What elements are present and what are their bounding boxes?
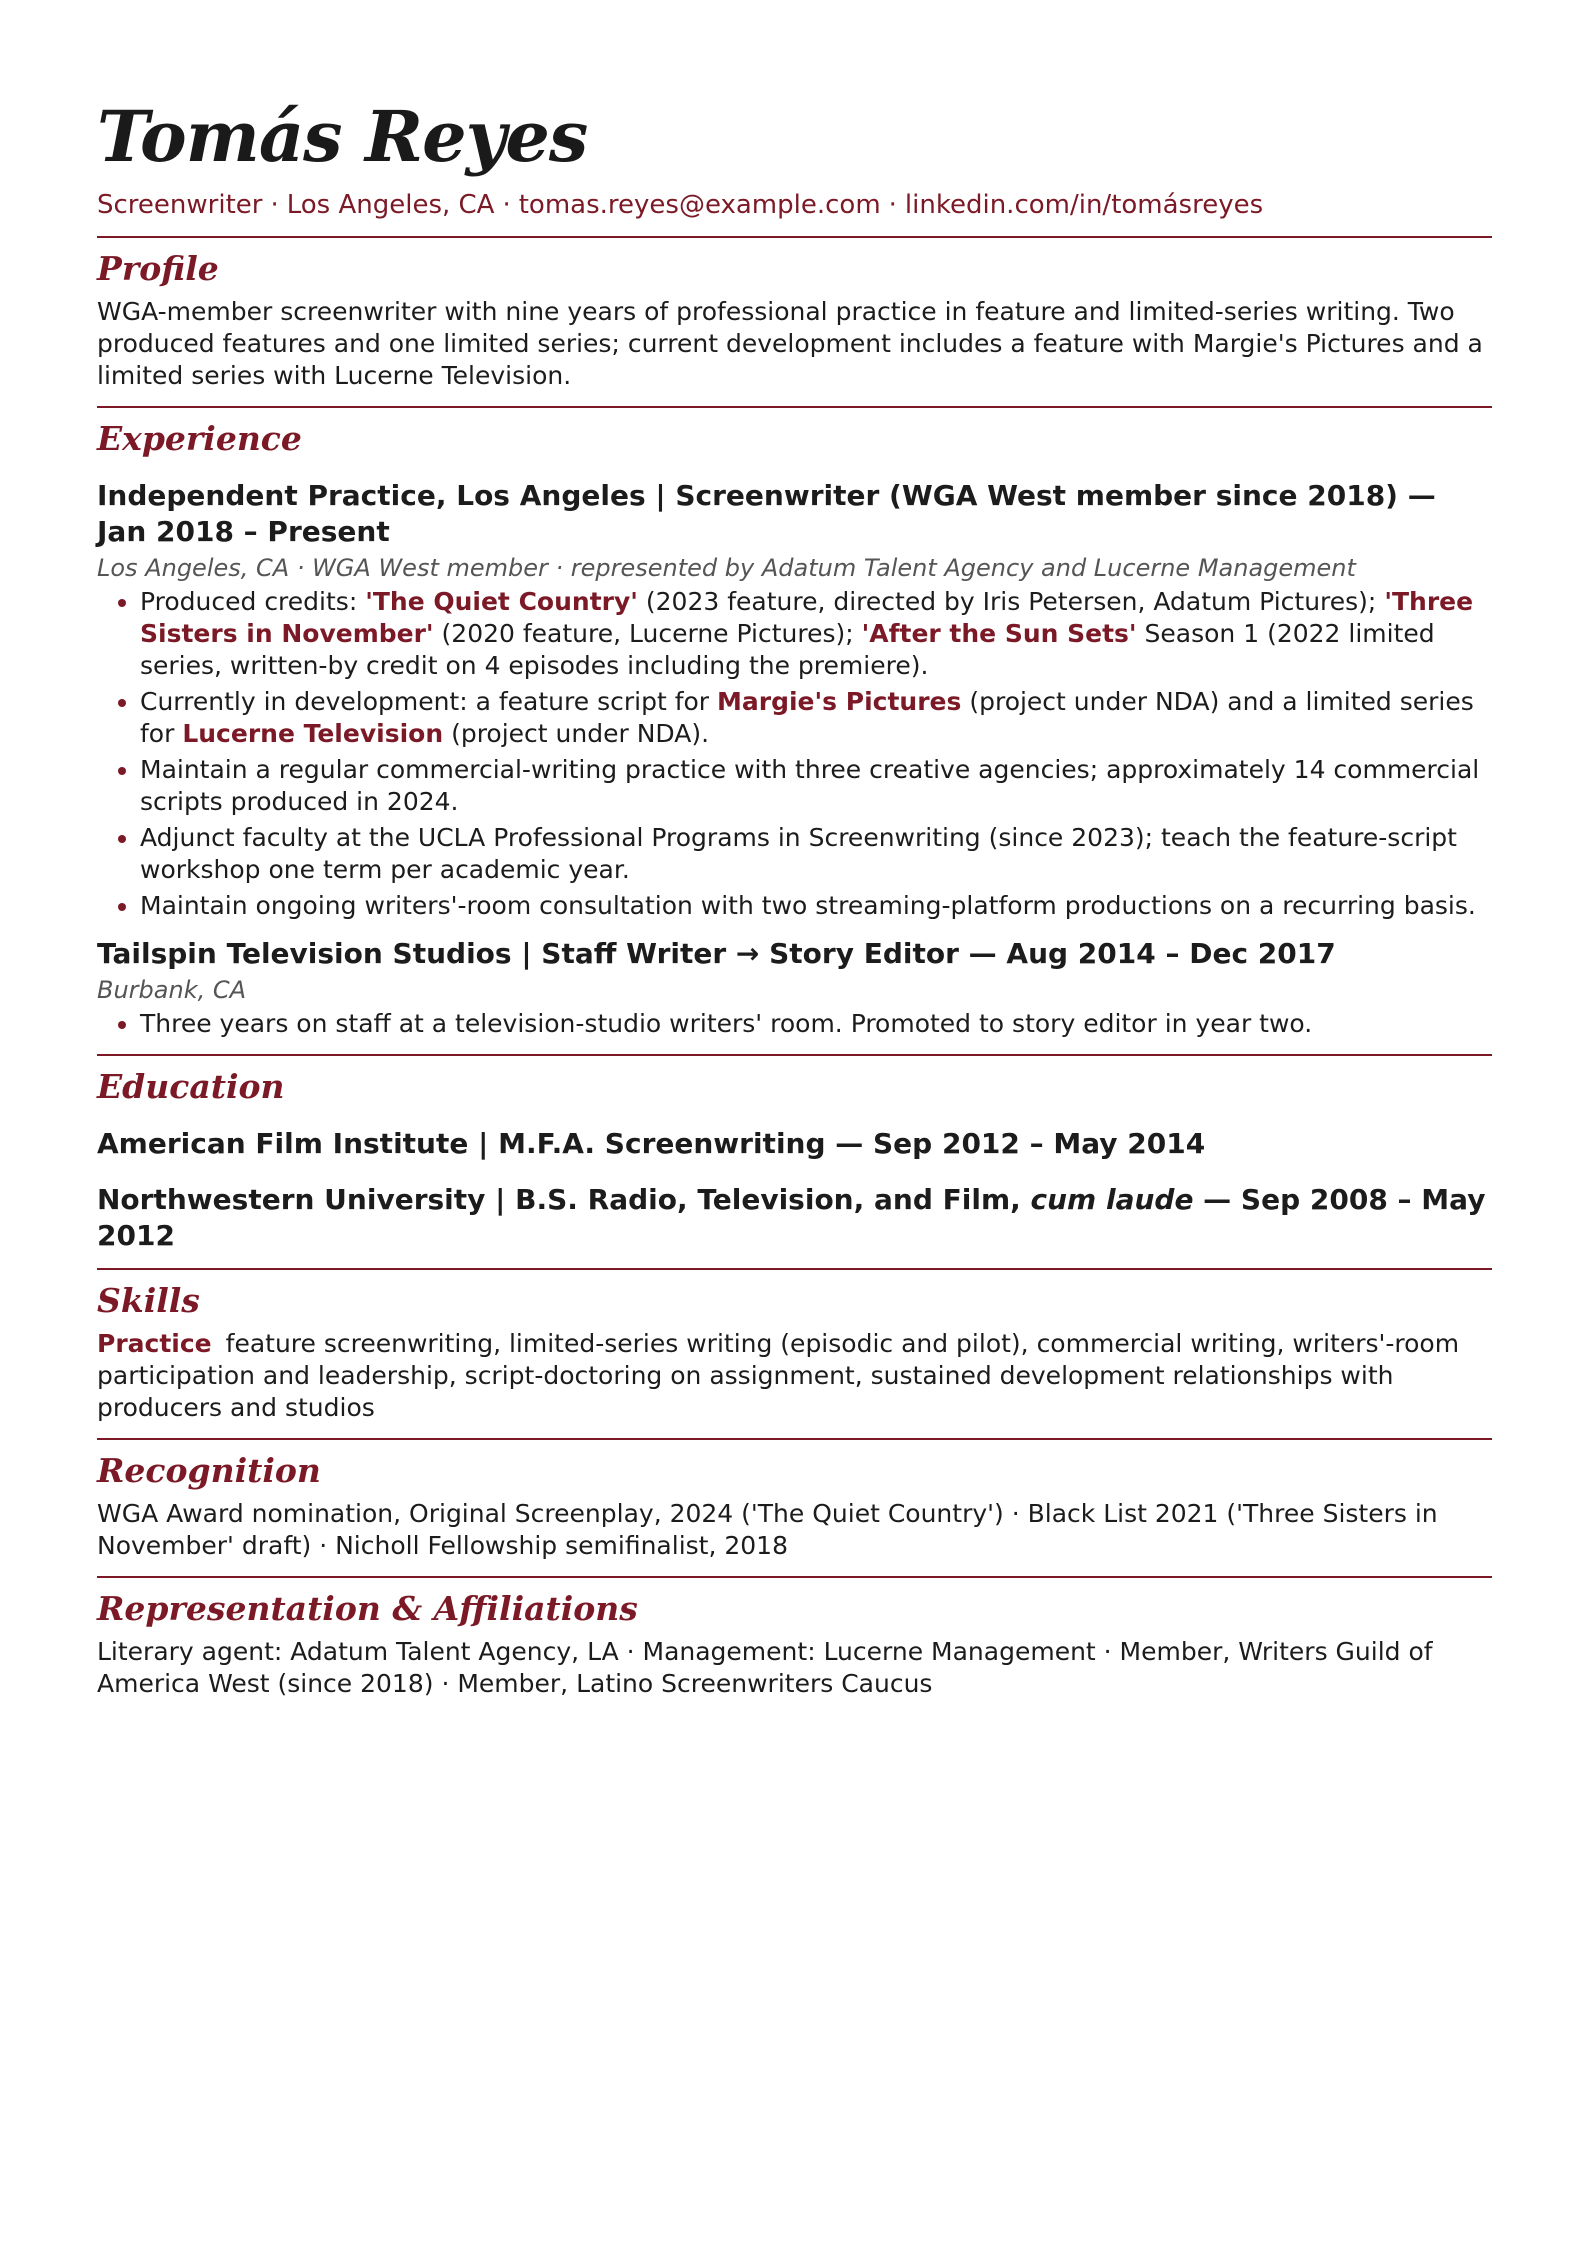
contact-line <box>97 188 1492 222</box>
education-dates: — Sep 2008 – May 2012 <box>97 1183 1486 1252</box>
recognition-section <box>97 1450 1492 1562</box>
education-section <box>97 1066 1492 1254</box>
section-divider <box>97 1268 1492 1270</box>
education-honor: cum laude <box>1030 1183 1194 1216</box>
contact-location: Los Angeles, CA <box>286 190 495 220</box>
studio-name: Margie's Pictures <box>717 687 962 716</box>
skills-text <box>97 1328 1492 1424</box>
job-bullets <box>97 1008 1492 1040</box>
bullet-text: (2023 feature, directed by Iris Petersen, Adatum Pictures); <box>637 587 1385 616</box>
education-text: Northwestern University | B.S. Radio, Television, and Film, <box>97 1183 1031 1216</box>
contact-separator: · <box>502 190 511 220</box>
representation-text: Literary agent: Adatum Talent Agency, LA · Management: Lucerne Management · Member, Writers Guild of America West (since 2018) · Member, Latino Screenwriters Caucus <box>97 1637 1433 1698</box>
bullet-text: Currently in development: a feature script for <box>140 687 718 716</box>
skills-section <box>97 1280 1492 1424</box>
candidate-name: Tomás Reyes <box>97 95 588 178</box>
bullet-text: (2020 feature, Lucerne Pictures); <box>433 619 862 648</box>
contact-linkedin-link[interactable]: linkedin.com/in/tomásreyes <box>904 190 1264 220</box>
section-heading-recognition: Recognition <box>97 1451 321 1490</box>
contact-separator: · <box>888 190 897 220</box>
bullet-text: (project under NDA) and a limited series for <box>140 687 1474 748</box>
section-heading-experience: Experience <box>97 419 302 458</box>
representation-section <box>97 1588 1492 1700</box>
job-meta: Burbank, CA <box>97 976 247 1004</box>
job-title: Tailspin Television Studios | Staff Writer → Story Editor — Aug 2014 – Dec 2017 <box>97 937 1336 970</box>
section-heading-education: Education <box>97 1067 285 1106</box>
job-entry <box>97 936 1492 1040</box>
skills-label: Practice <box>97 1329 212 1358</box>
experience-section <box>97 418 1492 1040</box>
job-meta: Los Angeles, CA · WGA West member · represented by Adatum Talent Agency and Lucerne Management <box>97 554 1356 582</box>
profile-text: WGA-member screenwriter with nine years of professional practice in feature and limited-series writing. Two produced features and one limited series; current development includes a feature with Margie's Pictures and a limited series with Lucerne Television. <box>97 297 1483 390</box>
section-divider <box>97 236 1492 238</box>
section-heading-skills: Skills <box>97 1281 200 1320</box>
section-divider <box>97 1576 1492 1578</box>
bullet-item: • Three years on staff at a television-studio writers' room. Promoted to story editor in year two. <box>140 1008 1492 1040</box>
section-heading-profile: Profile <box>97 249 219 288</box>
studio-name: Lucerne Television <box>182 719 444 748</box>
section-divider <box>97 1054 1492 1056</box>
skills-list: feature screenwriting, limited-series writing (episodic and pilot), commercial writing, writers'-room participation and leadership, script-doctoring on assignment, sustained development relationships with producers and studios <box>97 1329 1460 1422</box>
bullet-item: • Maintain ongoing writers'-room consultation with two streaming-platform productions on a recurring basis. <box>140 890 1492 922</box>
bullet-item: • Maintain a regular commercial-writing practice with three creative agencies; approximately 14 commercial scripts produced in 2024. <box>140 754 1492 818</box>
bullet-text: Season 1 (2022 limited series, written-by credit on 4 episodes including the premiere). <box>140 619 1435 680</box>
education-entry: American Film Institute | M.F.A. Screenwriting — Sep 2012 – May 2014 <box>97 1127 1206 1160</box>
profile-section <box>97 248 1492 392</box>
credit-title: 'Three Sisters in November' <box>140 587 1474 648</box>
credit-title: 'After the Sun Sets' <box>861 619 1137 648</box>
contact-separator: · <box>270 190 279 220</box>
recognition-text: WGA Award nomination, Original Screenplay, 2024 ('The Quiet Country') · Black List 2021 ('Three Sisters in November' draft) · Nicholl Fellowship semifinalist, 2018 <box>97 1499 1438 1560</box>
bullet-text: Produced credits: <box>140 587 366 616</box>
bullet-text: (project under NDA). <box>443 719 710 748</box>
bullet-item <box>140 686 1492 750</box>
job-entry <box>97 478 1492 922</box>
section-heading-representation: Representation & Affiliations <box>97 1589 638 1628</box>
bullet-item <box>140 586 1492 682</box>
bullet-item: • Adjunct faculty at the UCLA Professional Programs in Screenwriting (since 2023); teach the feature-script workshop one term per academic year. <box>140 822 1492 886</box>
contact-email-link[interactable]: tomas.reyes@example.com <box>518 190 881 220</box>
job-bullets <box>97 586 1492 922</box>
credit-title: 'The Quiet Country' <box>365 587 638 616</box>
section-divider <box>97 1438 1492 1440</box>
education-entry <box>97 1182 1492 1254</box>
contact-role: Screenwriter <box>97 190 263 220</box>
section-divider <box>97 406 1492 408</box>
job-title: Independent Practice, Los Angeles | Screenwriter (WGA West member since 2018) — Jan 2018 – Present <box>97 479 1436 548</box>
